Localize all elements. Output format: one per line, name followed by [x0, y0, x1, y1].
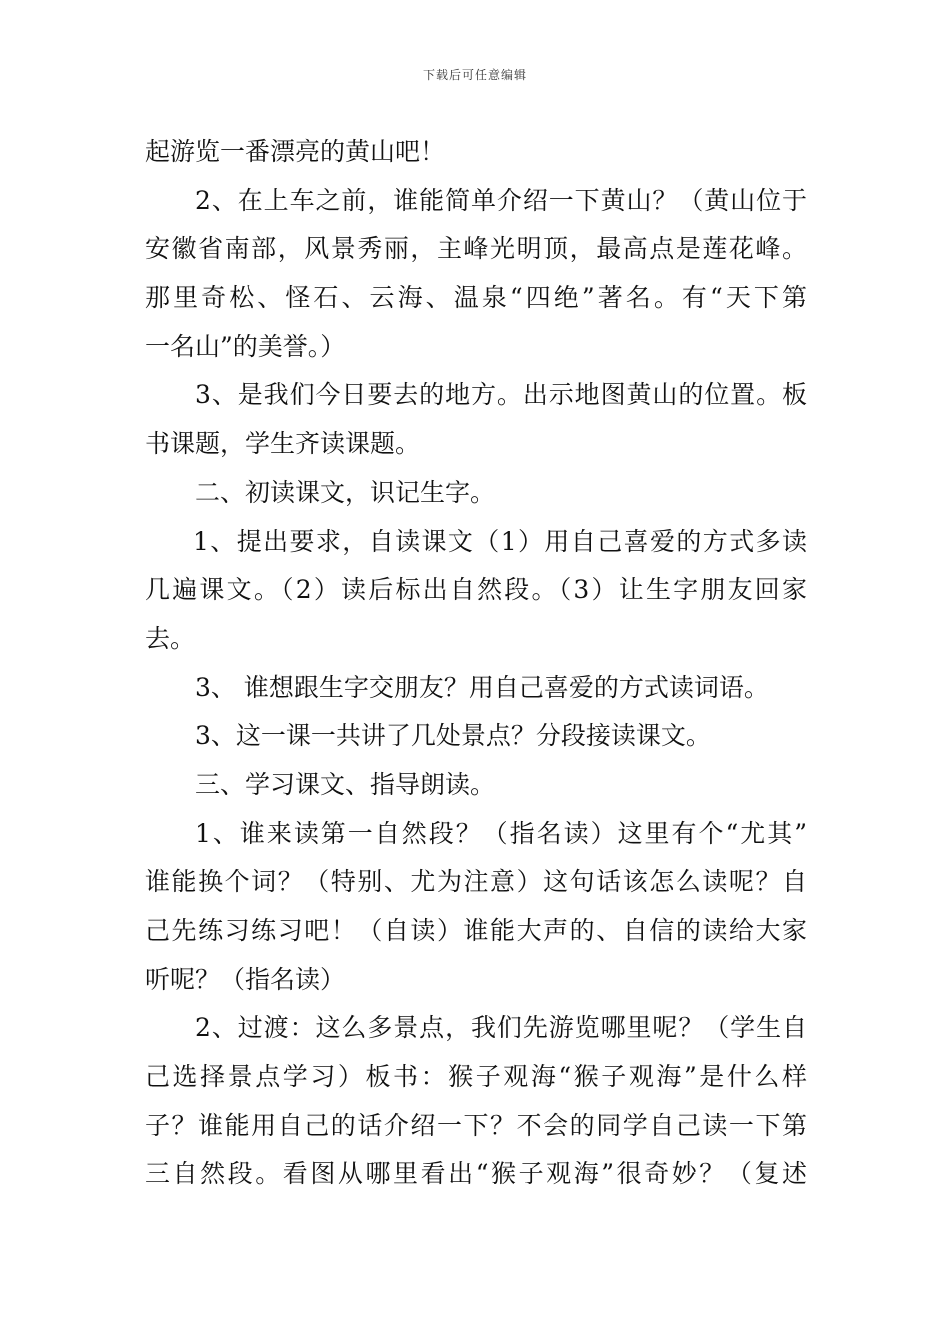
section-heading: 三、学习课文、指导朗读。	[195, 769, 496, 799]
text-line: 3、这一课一共讲了几处景点？分段接读课文。	[195, 721, 711, 751]
text-line: 1、提出要求，自读课文（1）用自己喜爱的方式多读	[193, 526, 807, 556]
text-line: 3、 谁想跟生字交朋友？用自己喜爱的方式读词语。	[195, 672, 769, 702]
document-body	[145, 128, 807, 1199]
text-line: 己先练习练习吧！（自读）谁能大声的、自信的读给大家	[145, 916, 807, 945]
text-line: 那里奇松、怪石、云海、温泉“四绝”著名。有“天下第	[145, 283, 807, 313]
text-line: 几遍课文。（2）读后标出自然段。（3）让生字朋友回家	[145, 575, 807, 605]
text-line: 起游览一番漂亮的黄山吧！	[145, 137, 446, 166]
text-line: 去。	[145, 623, 196, 653]
text-line: 子？谁能用自己的话介绍一下？不会的同学自己读一下第	[145, 1110, 807, 1140]
text-line: 1、谁来读第一自然段？（指名读）这里有个“尤其”	[195, 818, 807, 848]
text-line: 2、在上车之前，谁能简单介绍一下黄山？（黄山位于	[195, 185, 807, 215]
page-header: 下载后可任意编辑	[422, 68, 527, 82]
text-line: 谁能换个词？（特别、尤为注意）这句话该怎么读呢？自	[145, 867, 807, 897]
text-line: 3、是我们今日要去的地方。出示地图黄山的位置。板	[195, 380, 807, 410]
text-line: 2、过渡：这么多景点，我们先游览哪里呢？（学生自	[195, 1013, 807, 1043]
text-line: 己选择景点学习）板书：猴子观海“猴子观海”是什么样	[145, 1062, 807, 1092]
text-line: 三自然段。看图从哪里看出“猴子观海”很奇妙？（复述	[145, 1159, 807, 1189]
text-line: 听呢？（指名读）	[145, 964, 346, 994]
section-heading: 二、初读课文，识记生字。	[195, 477, 496, 507]
text-line: 安徽省南部，风景秀丽，主峰光明顶，最高点是莲花峰。	[145, 234, 807, 264]
text-line: 一名山”的美誉。）	[145, 331, 346, 361]
text-line: 书课题，学生齐读课题。	[145, 429, 421, 459]
